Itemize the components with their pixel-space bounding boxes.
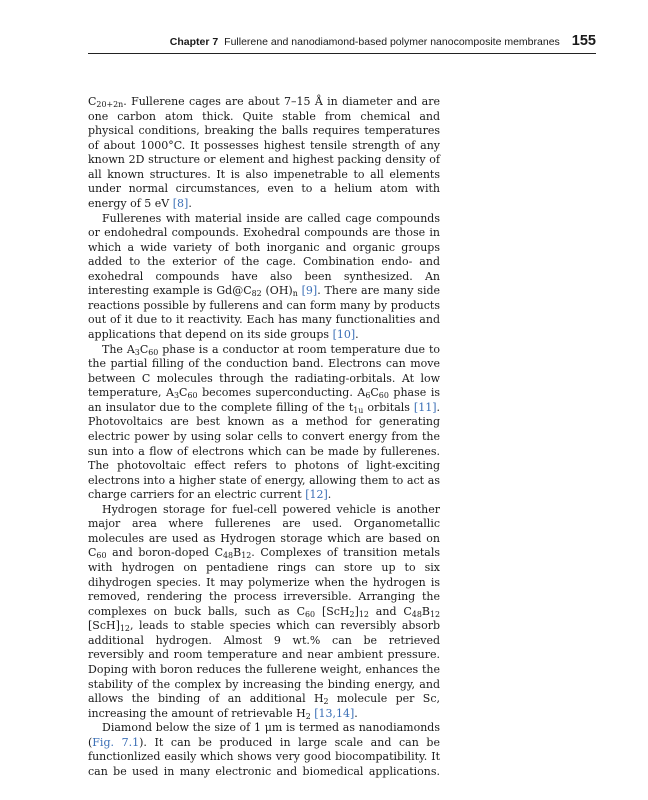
text-run: [ScH	[315, 604, 350, 618]
page-number: 155	[571, 33, 596, 49]
text-run: C	[88, 95, 97, 108]
chapter-label: Chapter 7	[169, 36, 219, 48]
text-run: ]	[354, 604, 359, 618]
subscript: 12	[241, 551, 252, 561]
text-run: , leads to stable species which can reversibly absorb additional hydrogen. Almost 9 wt.% can be retrieved reversibly and room temperature and near ambient pressure. Doping with boron reduces the fullerene weight, enhances the stability of the complex by increasing the binding energy, and allows the binding of an additional H	[88, 619, 440, 706]
paragraph-conductivity	[88, 343, 440, 503]
citation-link[interactable]: [12]	[305, 488, 328, 502]
text-run: . Complexes of transition metals with hydrogen on pentadiene rings can store up to six dihydrogen species. It may polymerize when the hydrogen is removed, rendering the process irreversible. Arranging the complexes on buck balls, such as C	[88, 546, 440, 618]
text-run: .	[355, 328, 359, 341]
text-run: Hydrogen storage for fuel-cell powered vehicle is another major area where fullerenes are used. Organometallic molecules are used as Hydrogen storage which are based on C	[88, 502, 440, 560]
chapter-title: Fullerene and nanodiamond-based polymer nanocomposite membranes	[224, 36, 560, 48]
text-run: C	[139, 342, 149, 356]
subscript: 48	[411, 609, 422, 619]
text-run: . Fullerene cages are about 7–15 Å in diameter and are one carbon atom thick. Quite stable from chemical and physical conditions, breaking the balls requires temperatures of about 1000°C. It possesses highest tensile strength of any known 2D structure or element and highest packing density of all known structures. It is also impenetrable to all elements under normal circumstances, even to a helium atom with energy of 5 eV	[88, 95, 440, 210]
subscript: 2	[305, 711, 311, 721]
text-run: (OH)	[261, 284, 293, 298]
subscript: 12	[358, 609, 369, 619]
subscript: n	[292, 289, 298, 299]
subscript: 3	[134, 347, 140, 357]
body-text	[88, 95, 440, 779]
paragraph-cage-size	[88, 95, 440, 212]
text-run: orbitals	[363, 400, 414, 414]
text-run: .	[327, 488, 332, 502]
subscript: 20+2n	[96, 100, 124, 110]
running-header	[88, 33, 596, 51]
text-run: B	[421, 604, 430, 618]
subscript: 60	[96, 551, 107, 561]
subscript: 1u	[353, 406, 364, 416]
text-run: C	[179, 386, 188, 400]
subscript: 2	[349, 609, 355, 619]
header-rule	[88, 53, 596, 54]
text-run: C	[370, 386, 379, 400]
text-run: ). It can be produced in large scale and can be functionlized easily which shows very good biocompatibility. It can be used in many electronic and biomedical applications.	[88, 735, 440, 778]
subscript: 82	[251, 289, 262, 299]
text-run: becomes superconducting. A	[197, 386, 366, 400]
subscript: 60	[148, 347, 159, 357]
text-run: . There are many side reactions possible by fullerens and can form many by products out of it due to it reactivity. Each has many functionalities and applications that depend on its side groups	[88, 284, 441, 341]
citation-link[interactable]: [13,14]	[314, 706, 355, 720]
subscript: 60	[378, 391, 389, 401]
text-run: Diamond below the size of 1 μm is termed as nanodiamonds (	[88, 721, 440, 749]
subscript: 60	[187, 391, 198, 401]
text-run: phase is an insulator due to the complete filling of the t	[88, 386, 440, 414]
text-run: phase is a conductor at room temperature due to the partial filling of the conduction band. Electrons can move between C molecules through the radiating-orbitals. At low temperature, A	[88, 342, 441, 400]
text-run: Fullerenes with material inside are called cage compounds or endohedral compounds. Exohedral compounds are those in which a wide variety of both inorganic and organic groups added to the exterior of the cage. Combination endo- and exohedral compounds have also been synthesized. An interesting example is Gd@C	[88, 211, 440, 298]
text-run: [ScH]	[88, 619, 120, 633]
paragraph-hydrogen-storage	[88, 503, 440, 721]
subscript: 6	[365, 391, 371, 401]
text-run: and C	[368, 604, 412, 618]
subscript: 2	[323, 697, 329, 707]
subscript: 48	[223, 551, 234, 561]
citation-link[interactable]: Fig. 7.1	[92, 735, 140, 749]
citation-link[interactable]: [10]	[332, 328, 356, 341]
text-run: . Photovoltaics are best known as a method for generating electric power by using solar cells to convert energy from the sun into a flow of electrons which can be made by fullerenes. The photovoltaic effect refers to photons of light-exciting electrons into a higher state of energy, allowing them to act as charge carriers for an electric current	[88, 400, 440, 502]
paragraph-nanodiamonds	[88, 721, 440, 779]
text-run: and boron-doped C	[106, 546, 224, 560]
paragraph-endohedral	[88, 212, 440, 343]
subscript: 12	[429, 609, 441, 619]
text-run: B	[233, 546, 242, 560]
subscript: 60	[305, 609, 316, 619]
text-run: .	[354, 706, 358, 720]
subscript: 3	[174, 391, 180, 401]
text-run: .	[188, 196, 192, 210]
subscript: 12	[119, 624, 130, 634]
text-run: The A	[102, 342, 135, 356]
citation-link[interactable]: [11]	[413, 400, 437, 414]
citation-link[interactable]: [9]	[301, 284, 318, 298]
citation-link[interactable]: [8]	[172, 196, 189, 210]
text-run: molecule per Sc, increasing the amount of retrievable H	[88, 692, 440, 720]
